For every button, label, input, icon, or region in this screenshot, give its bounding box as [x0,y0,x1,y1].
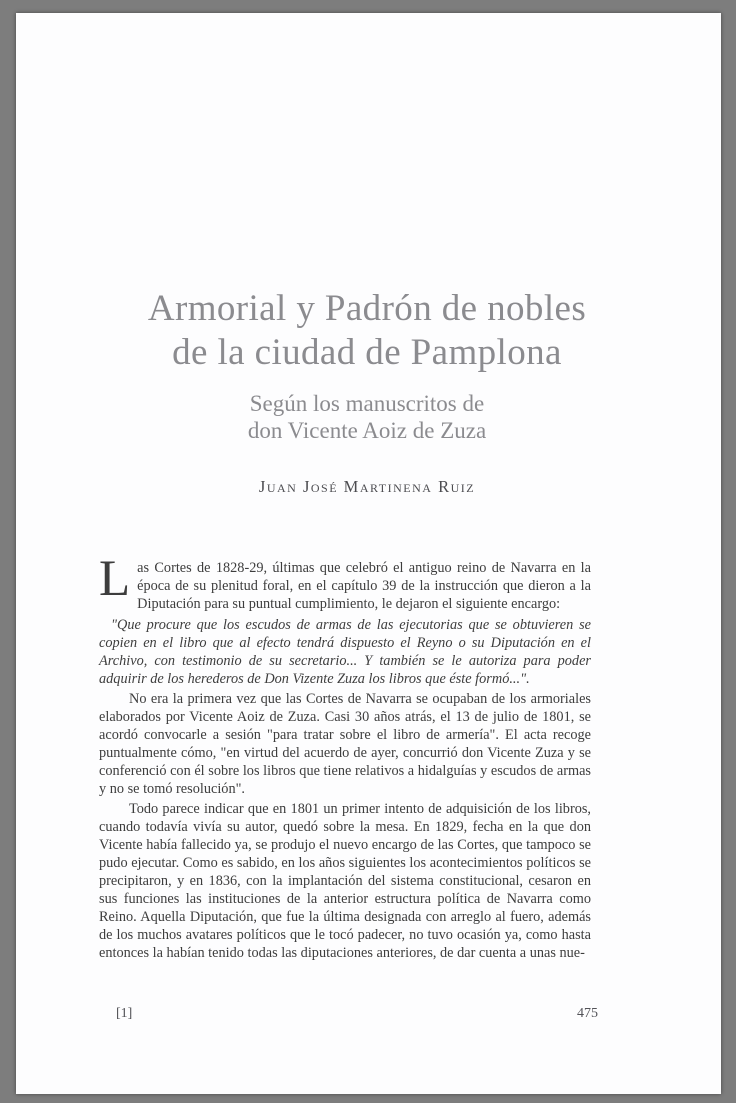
page-number: 475 [577,1006,598,1021]
paragraph: Todo parece indicar que en 1801 un primer intento de adquisición de los libros, cuando todavía vivía su autor, quedó sobre la mesa. En 1829, fecha en la que don Vicente había fallecido ya, se produjo el nuevo encargo de las Cortes, que tampoco se pudo ejecutar. Como es sabido, en los años siguientes los acontecimientos políticos se precipitaron, y en 1836, con la implantación del sistema constitucional, cesaron en sus funciones las instituciones de la anterior estructura política de Navarra como Reino. Aquella Diputación, que fue la última designada con arreglo al fuero, además de los muchos avatares políticos que le tocó padecer, no tuvo ocasión ya, como hasta entonces la habían tenido todas las diputaciones anteriores, de dar cuenta a unas nue- [99,801,591,961]
article-title-line1: Armorial y Padrón de nobles [147,288,587,329]
article-author: Juan José Martinena Ruiz [258,477,476,496]
drop-cap: L [99,551,131,607]
article-body [99,551,591,962]
block-quote: "Que procure que los escudos de armas de las ejecutorias que se obtuvieren se copien en el libro que al efecto tendrá dispuesto el Reyno o su Diputación en el Archivo, con testimonio de su secretario... Y también se le autoriza para poder adquirir de los herederos de Don Vizente Zuza los libros que éste formó...". [99,617,591,687]
article-subtitle-line2: don Vicente Aoiz de Zuza [247,418,487,443]
document-page [16,13,721,1094]
article-title [102,287,632,375]
opening-paragraph-text: as Cortes de 1828-29, últimas que celebró el antiguo reino de Navarra en la época de su plenitud foral, en el capítulo 39 de la instrucción que dieron a la Diputación para su puntual cumplimiento, le dejaron el siguiente encargo: [137,560,591,612]
article-title-line2: de la ciudad de Pamplona [172,332,562,373]
page-footer [116,1006,598,1022]
footnote-marker: [1] [116,1006,133,1021]
article-subtitle-line1: Según los manuscritos de [249,391,485,416]
article-subtitle [102,390,632,444]
opening-paragraph [99,551,591,613]
paragraph: No era la primera vez que las Cortes de Navarra se ocupaban de los armoriales elaborados por Vicente Aoiz de Zuza. Casi 30 años atrás, el 13 de julio de 1801, se acordó convocarle a sesión "para tratar sobre el libro de armería". El acta recoge puntualmente cómo, "en virtud del acuerdo de ayer, concurrió don Vicente Zuza y se conferenció con él sobre los libros que tiene relativos a hidalguías y escudos de armas y no se tomó resolución". [99,691,591,797]
